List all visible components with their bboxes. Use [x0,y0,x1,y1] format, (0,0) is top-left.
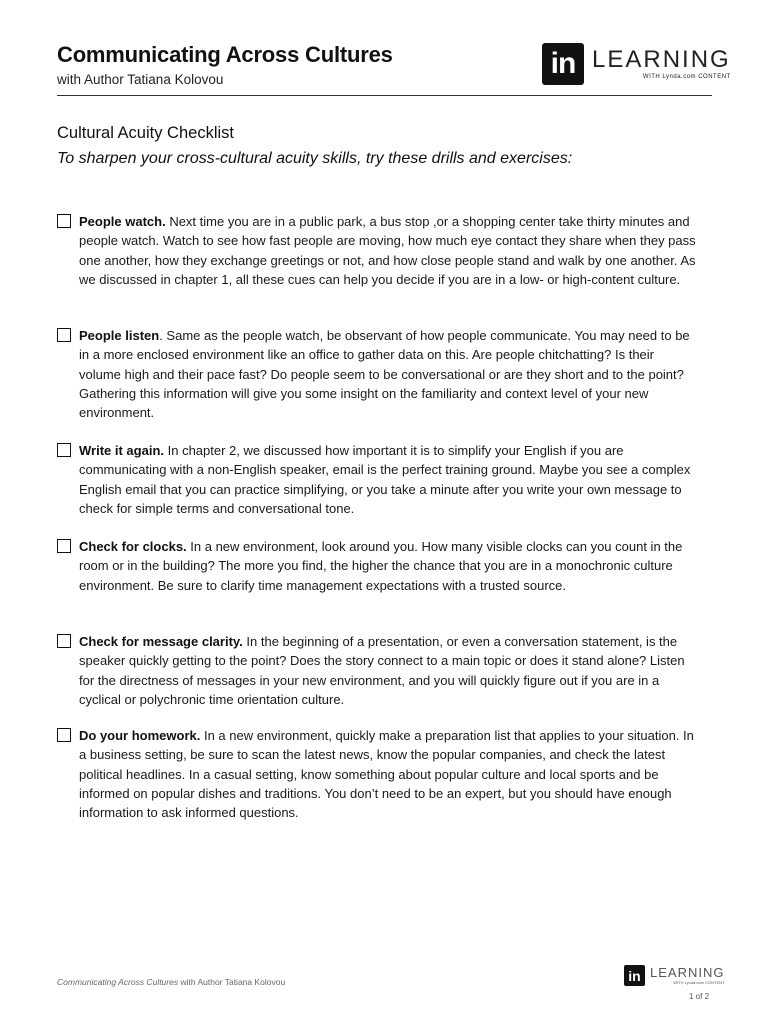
checklist-item [57,212,697,289]
checklist-item-text [79,632,697,709]
footer-logo-tagline: WITH Lynda.com CONTENT [673,980,725,985]
checklist-item-text [79,441,697,518]
checklist-item-text [79,726,697,822]
item-title: Do your homework. [79,728,201,743]
footer-logo-wordmark: LEARNING [650,965,725,980]
item-body: In a new environment, quickly make a preparation list that applies to your situation. In a business setting, be sure to scan the latest news, know the popular companies, and check the latest political headlines. In a casual setting, know something about popular culture and local sports and be informed on popular dishes and traditions. You don’t need to be an expert, but you should have enough information to ask informed questions. [79,728,694,821]
footer-logo [624,965,724,986]
item-body: Next time you are in a public park, a bus stop ,or a shopping center take thirty minutes and people watch. Watch to see how fast people are moving, how much eye contact they share when they pass one another, how they exchange greetings or not, and how close people stand and walk by one another. As we discussed in chapter 1, all these cues can help you decide if you are in a low- or high-content culture. [79,214,696,287]
checklist-item-text [79,537,697,595]
checklist-item [57,632,697,709]
checklist-intro: To sharpen your cross-cultural acuity skills, try these drills and exercises: [57,150,573,167]
item-title: People watch. [79,214,166,229]
checkbox[interactable] [57,214,71,228]
author-subtitle: with Author Tatiana Kolovou [57,72,224,87]
checklist-item [57,726,697,822]
footer-credit [57,977,285,987]
linkedin-learning-logo [542,43,731,85]
logo-wordmark: LEARNING [592,46,731,73]
checkbox[interactable] [57,728,71,742]
item-body: In chapter 2, we discussed how important it is to simplify your English if you are communicating with a non-English speaker, email is the perfect training ground. Maybe you see a complex English email that you can practice simplifying, or you take a minute after you write your own message to check for simple terms and conversational tone. [79,443,691,516]
page-number: 1 of 2 [689,992,710,1001]
footer-author: with Author Tatiana Kolovou [178,977,286,987]
checkbox[interactable] [57,328,71,342]
checklist-item [57,326,697,422]
linkedin-in-icon: in [542,43,584,85]
footer-course: Communicating Across Cultures [57,977,179,987]
checkbox[interactable] [57,443,71,457]
item-title: Check for clocks. [79,539,187,554]
logo-tagline: WITH Lynda.com CONTENT [642,74,731,80]
checkbox[interactable] [57,634,71,648]
document-title: Communicating Across Cultures [57,42,393,67]
item-title: Write it again. [79,443,164,458]
item-body: In a new environment, look around you. How many visible clocks can you count in the room or in the building? The more you find, the higher the chance that you are in a monochronic culture environment. Be sure to clarify time management expectations with a trusted source. [79,539,683,593]
item-body: In the beginning of a presentation, or even a conversation statement, is the speaker quickly getting to the point? Does the story connect to a main topic or does it stand alone? Listen for the directness of messages in your new environment, and you will quickly figure out if you are in a cyclical or polychronic time orientation culture. [79,634,685,707]
checklist-item-text [79,326,697,422]
header-divider [57,95,712,96]
checklist-heading: Cultural Acuity Checklist [57,124,234,142]
checklist-item-text [79,212,697,289]
item-body: . Same as the people watch, be observant of how people communicate. You may need to be in a more enclosed environment like an office to gather data on this. Are people chitchatting? Is their volume high and their pace fast? Do people seem to be conversational or are they short and to the point? Gathering this information will give you some insight on the familiarity and context level of your new environment. [79,328,690,421]
checklist-item [57,537,697,595]
checkbox[interactable] [57,539,71,553]
item-title: People listen [79,328,160,343]
checklist-item [57,441,697,518]
item-title: Check for message clarity. [79,634,243,649]
linkedin-in-icon: in [624,965,645,986]
